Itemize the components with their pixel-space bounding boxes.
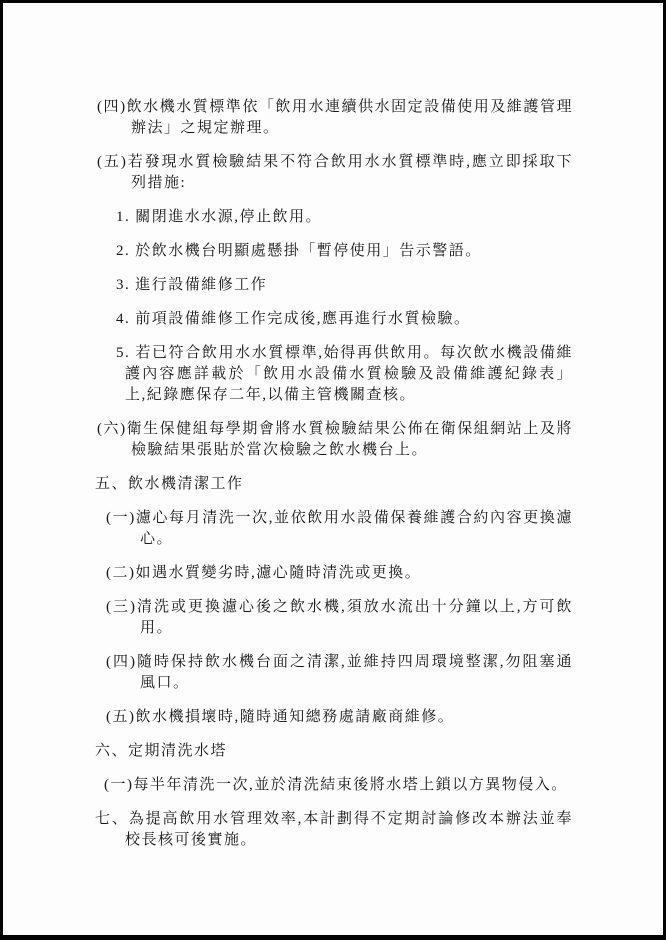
list-item: [116, 343, 573, 406]
item-text: 飲水機清潔工作: [128, 476, 244, 492]
item-label: 1.: [116, 209, 131, 225]
list-item: [106, 508, 573, 550]
item-label: (六): [97, 421, 127, 437]
item-text: 濾心每月清洗一次,並依飲用水設備保養維護合約內容更換濾心。: [135, 510, 573, 547]
list-item: [116, 275, 573, 296]
item-text: 飲水機水質標準依「飲用水連續供水固定設備使用及維護管理辦法」之規定辦理。: [126, 99, 573, 136]
item-text: 進行設備維修工作: [135, 277, 268, 293]
list-item: [116, 241, 573, 262]
item-label: (三): [106, 599, 137, 615]
item-label: 3.: [116, 277, 131, 293]
item-label: (五): [106, 709, 136, 725]
item-label: (四): [106, 654, 137, 670]
item-text: 於飲水機台明顯處懸掛「暫停使用」告示警語。: [135, 243, 482, 259]
document-content: [95, 97, 573, 864]
item-label: (一): [106, 510, 136, 526]
item-text: 定期清洗水塔: [128, 743, 228, 759]
item-text: 隨時保持飲水機台面之清潔,並維持四周環境整潔,勿阻塞通風口。: [136, 654, 573, 691]
section-heading: [95, 474, 573, 495]
item-label: 七、: [95, 811, 129, 827]
item-label: 六、: [95, 743, 129, 759]
item-label: (二): [106, 565, 136, 581]
item-text: 清洗或更換濾心後之飲水機,須放水流出十分鐘以上,方可飲用。: [136, 599, 573, 636]
section-heading: [95, 809, 573, 851]
list-item: [106, 652, 573, 694]
list-item: [97, 97, 573, 139]
item-text: 每半年清洗一次,並於清洗結束後將水塔上鎖以方異物侵入。: [133, 777, 568, 793]
item-text: 為提高飲用水管理效率,本計劃得不定期討論修改本辦法並奉校長核可後實施。: [125, 811, 573, 848]
item-text: 飲水機損壞時,隨時通知總務處請廠商維修。: [135, 709, 455, 725]
item-text: 前項設備維修工作完成後,應再進行水質檢驗。: [135, 311, 471, 327]
item-text: 若已符合飲用水水質標準,始得再供飲用。每次飲水機設備維護內容應詳載於「飲用水設備水質檢驗及設備維護紀錄表」上,紀錄應保存二年,以備主管機關查核。: [125, 345, 573, 403]
list-item: [116, 207, 573, 228]
list-item: [116, 309, 573, 330]
list-item: [104, 775, 573, 796]
item-text: 如遇水質變劣時,濾心隨時清洗或更換。: [135, 565, 422, 581]
list-item: [97, 419, 573, 461]
list-item: [106, 707, 573, 728]
item-label: (四): [97, 99, 127, 115]
list-item: [97, 152, 573, 194]
item-label: 2.: [116, 243, 131, 259]
item-text: 若發現水質檢驗結果不符合飲用水水質標準時,應立即採取下列措施:: [127, 154, 573, 191]
item-text: 關閉進水水源,停止飲用。: [135, 209, 323, 225]
list-item: [106, 563, 573, 584]
item-label: 5.: [116, 345, 131, 361]
item-label: (五): [97, 154, 128, 170]
item-label: 五、: [95, 476, 129, 492]
list-item: [106, 597, 573, 639]
section-heading: [95, 741, 573, 762]
item-label: 4.: [116, 311, 131, 327]
item-text: 衛生保健組每學期會將水質檢驗結果公佈在衛保組網站上及將檢驗結果張貼於當次檢驗之飲水機台上。: [126, 421, 573, 458]
item-label: (一): [104, 777, 134, 793]
